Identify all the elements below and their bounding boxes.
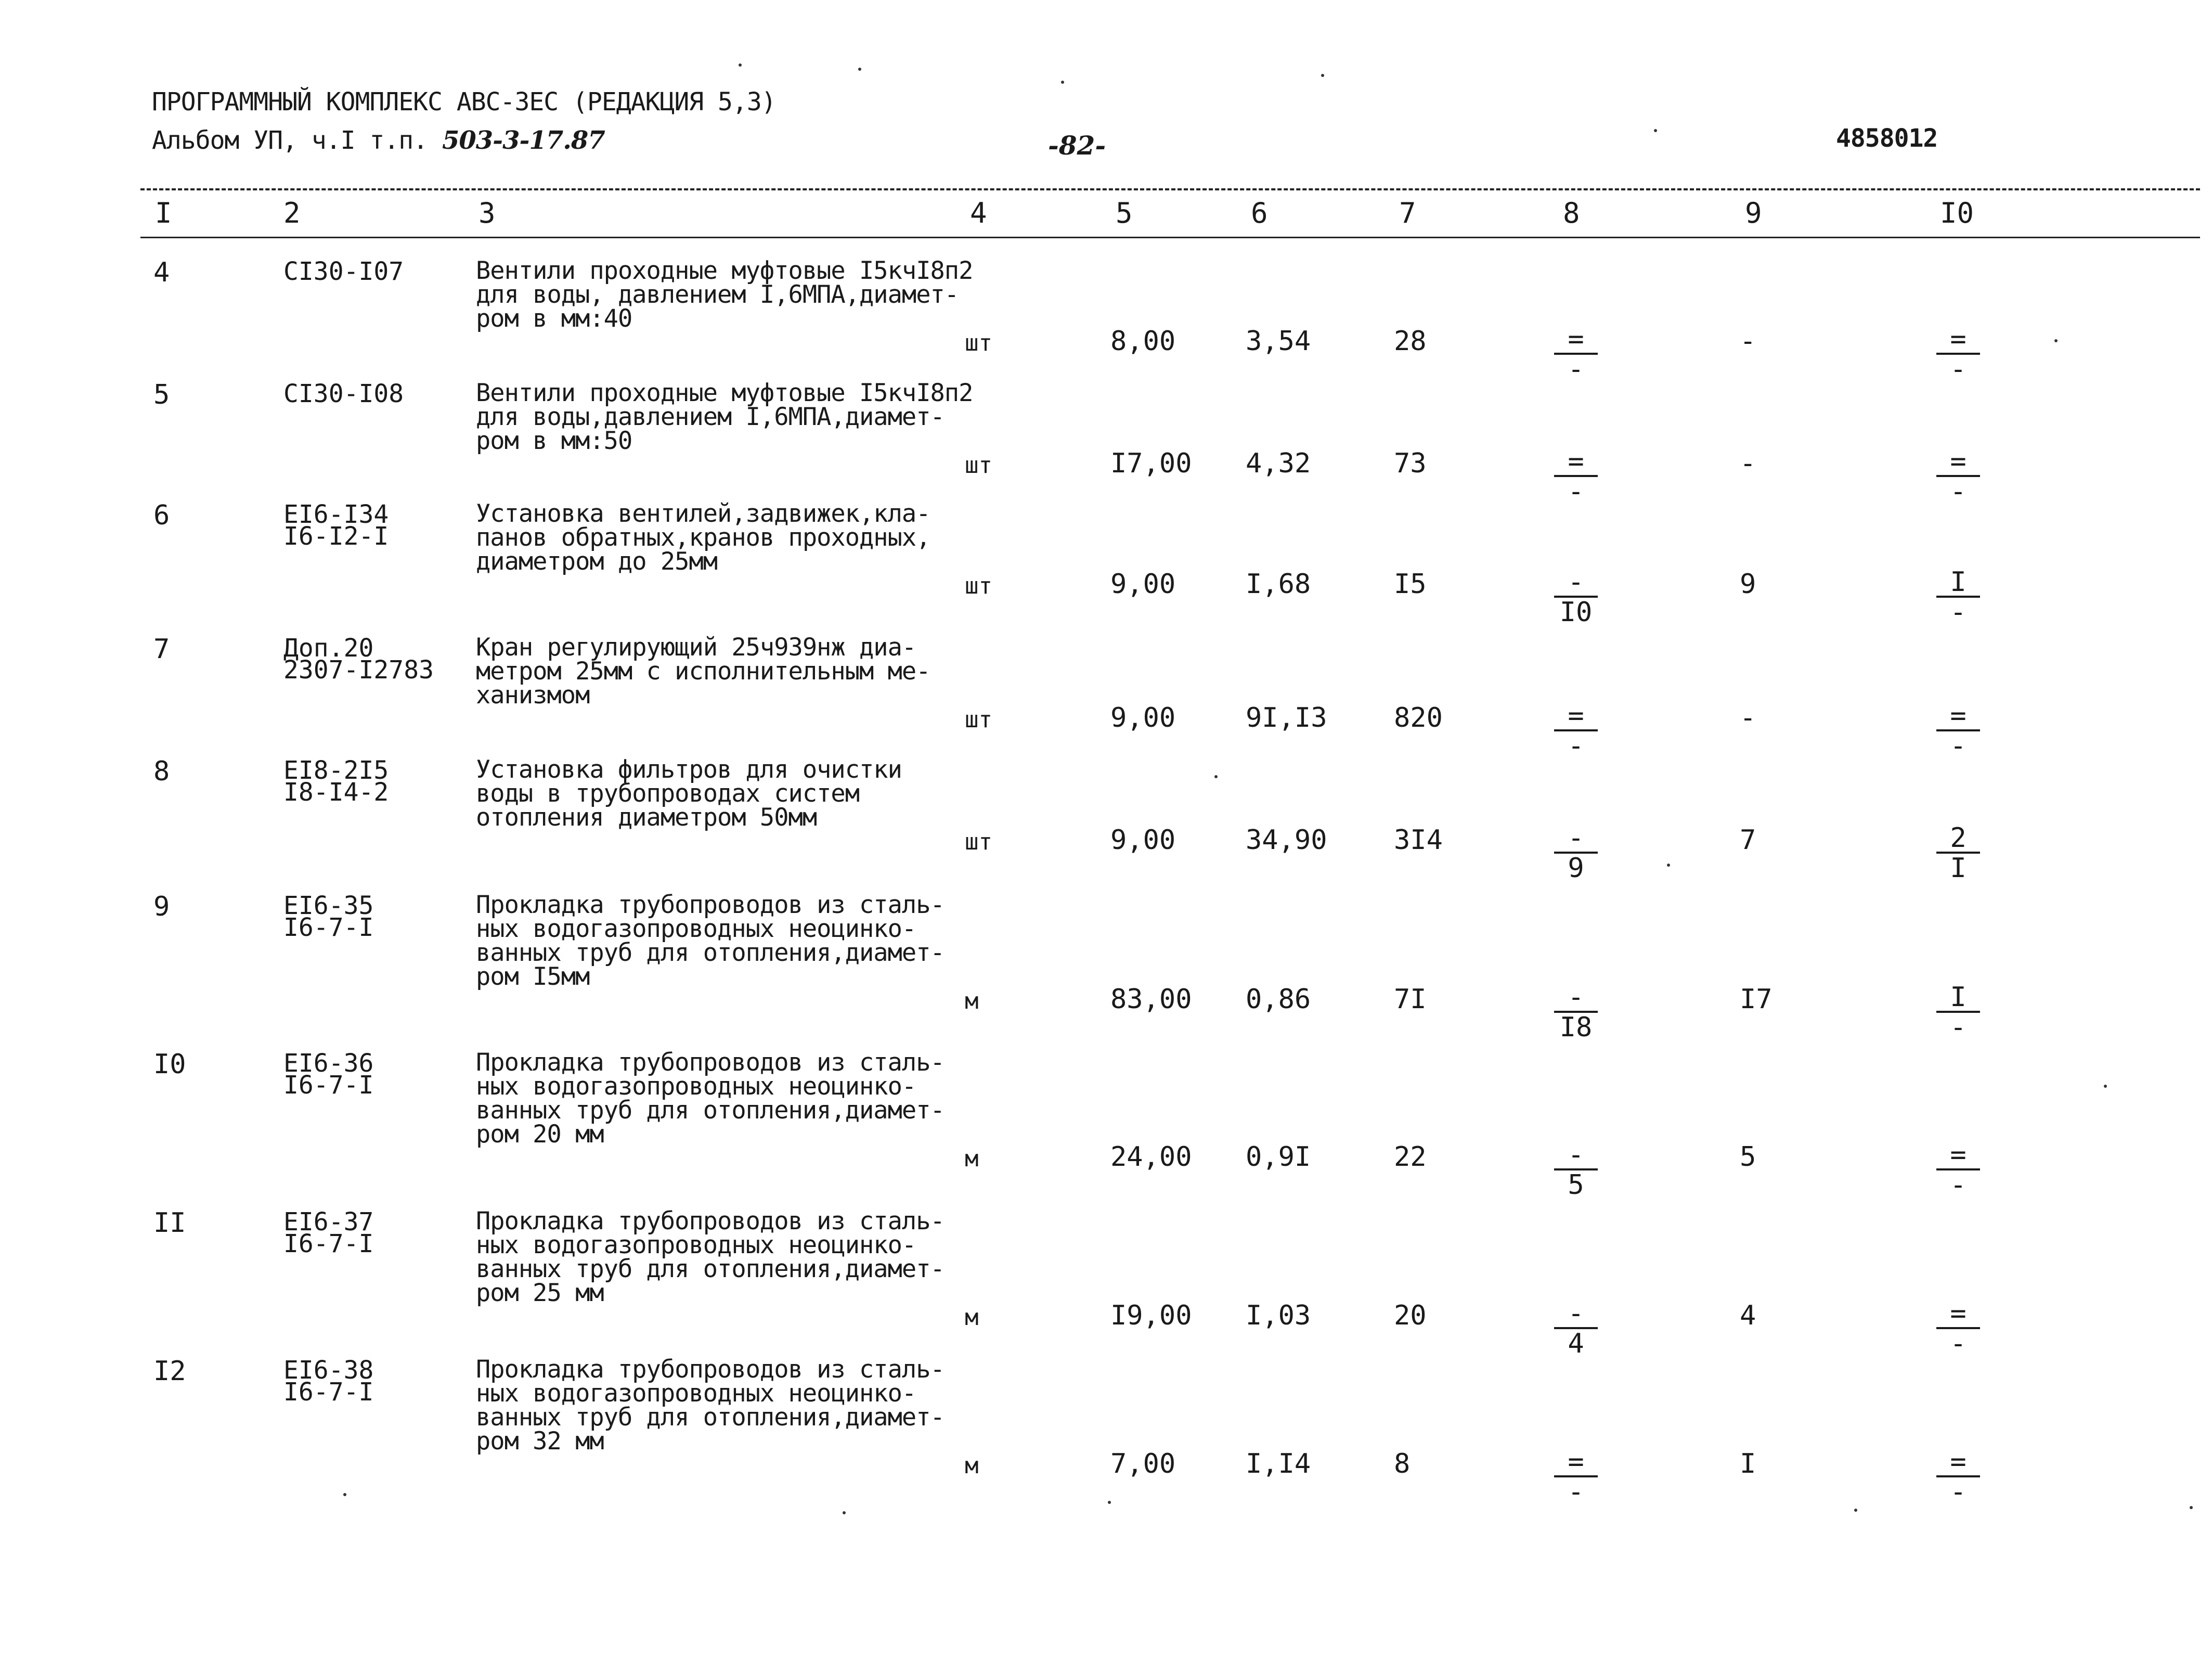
total-cost-value: 20 xyxy=(1394,1300,1427,1331)
work-description xyxy=(476,1048,945,1149)
fraction-numerator: = xyxy=(1568,446,1584,477)
unit-of-measure: шт xyxy=(965,829,992,855)
fraction-denominator: I0 xyxy=(1559,597,1593,628)
fraction-numerator: - xyxy=(1568,567,1584,598)
column-10-fraction xyxy=(1932,700,1984,762)
table-top-rule xyxy=(140,188,2200,190)
column-9-value: 4 xyxy=(1740,1300,1756,1331)
fraction-numerator: I xyxy=(1950,567,1967,598)
fraction-numerator: = xyxy=(1568,1446,1584,1477)
row-number: 6 xyxy=(153,500,170,531)
work-description xyxy=(476,381,973,453)
fraction-numerator: = xyxy=(1950,446,1967,477)
description-line: метром 25мм с исполнительным ме- xyxy=(476,657,930,686)
fraction-denominator: - xyxy=(1568,354,1584,385)
description-line: ванных труб для отопления,диамет- xyxy=(476,938,945,967)
description-line: Вентили проходные муфтовые I5кчI8п2 xyxy=(476,379,973,407)
description-line: ванных труб для отопления,диамет- xyxy=(476,1403,945,1432)
norm-code: I6-7-I xyxy=(283,1229,374,1258)
description-line: ром 25 мм xyxy=(476,1279,604,1307)
total-cost-value: 7I xyxy=(1394,984,1427,1015)
norm-code: EI6-37 xyxy=(283,1207,374,1237)
norm-code: 2307-I2783 xyxy=(283,655,434,685)
description-line: Установка фильтров для очистки xyxy=(476,755,902,784)
column-8-fraction xyxy=(1550,446,1602,507)
table-header-rule xyxy=(140,237,2200,238)
total-cost-value: 3I4 xyxy=(1394,825,1443,856)
work-description xyxy=(476,1209,945,1305)
fraction-denominator: 5 xyxy=(1568,1169,1584,1201)
unit-of-measure: шт xyxy=(965,573,992,599)
norm-code: I6-7-I xyxy=(283,1378,374,1407)
fraction-numerator: = xyxy=(1950,1139,1967,1170)
row-number: 7 xyxy=(153,634,170,665)
fraction-denominator: - xyxy=(1568,476,1584,507)
fraction-denominator: 4 xyxy=(1568,1328,1584,1359)
column-10-fraction xyxy=(1932,324,1984,385)
column-9-value: 5 xyxy=(1740,1141,1756,1173)
description-line: Прокладка трубопроводов из сталь- xyxy=(476,1355,945,1384)
description-line: ванных труб для отопления,диамет- xyxy=(476,1255,945,1283)
unit-of-measure: шт xyxy=(965,452,992,479)
total-cost-value: I5 xyxy=(1394,569,1427,600)
unit-of-measure: м xyxy=(965,988,979,1014)
column-9-value: I7 xyxy=(1740,984,1773,1015)
fraction-numerator: - xyxy=(1568,822,1584,854)
unit-price-value: 9I,I3 xyxy=(1246,702,1327,734)
description-line: ных водогазопроводных неоцинко- xyxy=(476,1379,916,1408)
description-line: для воды, давлением I,6МПА,диамет- xyxy=(476,280,959,309)
fraction-denominator: - xyxy=(1950,476,1967,507)
column-10-fraction xyxy=(1932,822,1984,884)
column-9-value: I xyxy=(1740,1448,1756,1479)
norm-code: Доп.20 xyxy=(283,634,374,663)
column-number: 3 xyxy=(478,197,496,229)
description-line: Прокладка трубопроводов из сталь- xyxy=(476,891,945,919)
unit-price-value: I,I4 xyxy=(1246,1448,1311,1479)
fraction-denominator: - xyxy=(1950,1012,1967,1043)
description-line: отопления диаметром 50мм xyxy=(476,803,817,832)
unit-of-measure: шт xyxy=(965,330,992,356)
column-number: I0 xyxy=(1940,197,1974,229)
norm-code: I6-I2-I xyxy=(283,522,389,551)
norm-code: I8-I4-2 xyxy=(283,778,389,807)
fraction-denominator: - xyxy=(1950,597,1967,628)
unit-price-value: 34,90 xyxy=(1246,825,1327,856)
column-8-fraction xyxy=(1550,700,1602,762)
description-line: Прокладка трубопроводов из сталь- xyxy=(476,1207,945,1236)
column-number: 5 xyxy=(1116,197,1133,229)
row-number: I2 xyxy=(153,1356,186,1387)
norm-code: CI30-I07 xyxy=(283,257,404,286)
fraction-denominator: I xyxy=(1950,853,1967,884)
column-9-value: - xyxy=(1740,702,1756,734)
total-cost-value: 73 xyxy=(1394,448,1427,479)
total-cost-value: 8 xyxy=(1394,1448,1411,1479)
work-description xyxy=(476,1355,945,1456)
fraction-numerator: = xyxy=(1950,324,1967,355)
fraction-numerator: = xyxy=(1568,700,1584,731)
unit-price-value: 3,54 xyxy=(1246,326,1311,357)
unit-price-value: 0,86 xyxy=(1246,984,1311,1015)
fraction-denominator: - xyxy=(1950,1169,1967,1201)
work-description xyxy=(476,499,930,576)
norm-code: EI6-35 xyxy=(283,891,374,920)
norm-code: CI30-I08 xyxy=(283,379,404,408)
album-line xyxy=(152,126,605,155)
quantity-value: 8,00 xyxy=(1110,326,1176,357)
description-line: Кран регулирующий 25ч939нж диа- xyxy=(476,633,916,662)
norm-code: I6-7-I xyxy=(283,1071,374,1100)
column-8-fraction xyxy=(1550,1446,1602,1508)
unit-price-value: I,68 xyxy=(1246,569,1311,600)
column-8-fraction xyxy=(1550,1298,1602,1359)
quantity-value: 7,00 xyxy=(1110,1448,1176,1479)
row-number: 8 xyxy=(153,756,170,787)
fraction-numerator: = xyxy=(1950,700,1967,731)
norm-code: I6-7-I xyxy=(283,913,374,942)
fraction-denominator: - xyxy=(1950,730,1967,762)
fraction-numerator: = xyxy=(1950,1298,1967,1329)
column-10-fraction xyxy=(1932,982,1984,1043)
fraction-numerator: - xyxy=(1568,982,1584,1013)
row-number: 5 xyxy=(153,379,170,410)
fraction-numerator: - xyxy=(1568,1298,1584,1329)
fraction-denominator: - xyxy=(1950,354,1967,385)
fraction-numerator: = xyxy=(1950,1446,1967,1477)
unit-price-value: I,03 xyxy=(1246,1300,1311,1331)
fraction-numerator: I xyxy=(1950,982,1967,1013)
fraction-denominator: - xyxy=(1568,730,1584,762)
fraction-numerator: = xyxy=(1568,324,1584,355)
column-number: I xyxy=(155,197,172,229)
norm-code: EI6-36 xyxy=(283,1049,374,1078)
page-number: -82- xyxy=(1048,130,1106,161)
column-10-fraction xyxy=(1932,446,1984,507)
fraction-denominator: - xyxy=(1950,1476,1967,1508)
work-description xyxy=(476,633,930,710)
description-line: ром 32 мм xyxy=(476,1427,604,1456)
description-line: ром в мм:40 xyxy=(476,304,632,333)
description-line: ром в мм:50 xyxy=(476,427,632,455)
row-number: I0 xyxy=(153,1049,186,1080)
program-title: ПРОГРАММНЫЙ КОМПЛЕКС АВС-3ЕС (РЕДАКЦИЯ 5,3) xyxy=(152,87,776,117)
album-number-handwritten: 503-3-17.87 xyxy=(442,126,605,155)
column-number: 4 xyxy=(970,197,987,229)
column-8-fraction xyxy=(1550,567,1602,628)
unit-of-measure: шт xyxy=(965,706,992,733)
fraction-numerator: 2 xyxy=(1950,822,1967,854)
column-8-fraction xyxy=(1550,982,1602,1043)
quantity-value: 9,00 xyxy=(1110,702,1176,734)
quantity-value: 9,00 xyxy=(1110,825,1176,856)
fraction-denominator: 9 xyxy=(1568,853,1584,884)
description-line: ром I5мм xyxy=(476,962,590,991)
description-line: Прокладка трубопроводов из сталь- xyxy=(476,1048,945,1077)
description-line: для воды,давлением I,6МПА,диамет- xyxy=(476,403,945,431)
norm-code: EI6-I34 xyxy=(283,500,389,529)
work-description xyxy=(476,893,945,989)
quantity-value: I7,00 xyxy=(1110,448,1192,479)
work-description xyxy=(476,256,973,333)
row-number: 4 xyxy=(153,257,170,288)
work-description xyxy=(476,755,902,832)
total-cost-value: 22 xyxy=(1394,1141,1427,1173)
column-9-value: 9 xyxy=(1740,569,1756,600)
column-10-fraction xyxy=(1932,567,1984,628)
norm-code: EI6-38 xyxy=(283,1356,374,1385)
document-code: 4858012 xyxy=(1836,124,1938,153)
column-10-fraction xyxy=(1932,1446,1984,1508)
row-number: II xyxy=(153,1207,186,1239)
column-number: 2 xyxy=(283,197,301,229)
quantity-value: 24,00 xyxy=(1110,1141,1192,1173)
column-8-fraction xyxy=(1550,324,1602,385)
unit-of-measure: м xyxy=(965,1146,979,1172)
column-9-value: 7 xyxy=(1740,825,1756,856)
total-cost-value: 820 xyxy=(1394,702,1443,734)
description-line: ром 20 мм xyxy=(476,1120,604,1149)
norm-code: EI8-2I5 xyxy=(283,756,389,785)
description-line: Установка вентилей,задвижек,кла- xyxy=(476,499,930,528)
description-line: ванных труб для отопления,диамет- xyxy=(476,1096,945,1125)
column-number: 7 xyxy=(1399,197,1416,229)
fraction-numerator: - xyxy=(1568,1139,1584,1170)
description-line: панов обратных,кранов проходных, xyxy=(476,523,930,552)
album-label: Альбом УП, ч.I т.п. xyxy=(152,126,428,155)
description-line: ных водогазопроводных неоцинко- xyxy=(476,1231,916,1259)
unit-price-value: 4,32 xyxy=(1246,448,1311,479)
column-number: 8 xyxy=(1563,197,1580,229)
quantity-value: 83,00 xyxy=(1110,984,1192,1015)
column-8-fraction xyxy=(1550,822,1602,884)
description-line: воды в трубопроводах систем xyxy=(476,779,860,808)
description-line: ханизмом xyxy=(476,681,590,710)
fraction-denominator: - xyxy=(1568,1476,1584,1508)
row-number: 9 xyxy=(153,891,170,922)
description-line: ных водогазопроводных неоцинко- xyxy=(476,915,916,943)
column-10-fraction xyxy=(1932,1139,1984,1201)
unit-price-value: 0,9I xyxy=(1246,1141,1311,1173)
description-line: ных водогазопроводных неоцинко- xyxy=(476,1072,916,1101)
fraction-denominator: - xyxy=(1950,1328,1967,1359)
description-line: Вентили проходные муфтовые I5кчI8п2 xyxy=(476,256,973,285)
column-number: 9 xyxy=(1745,197,1762,229)
column-10-fraction xyxy=(1932,1298,1984,1359)
fraction-denominator: I8 xyxy=(1559,1012,1593,1043)
description-line: диаметром до 25мм xyxy=(476,547,718,576)
column-number: 6 xyxy=(1251,197,1268,229)
column-9-value: - xyxy=(1740,448,1756,479)
unit-of-measure: м xyxy=(965,1452,979,1479)
total-cost-value: 28 xyxy=(1394,326,1427,357)
unit-of-measure: м xyxy=(965,1304,979,1331)
quantity-value: I9,00 xyxy=(1110,1300,1192,1331)
column-9-value: - xyxy=(1740,326,1756,357)
column-8-fraction xyxy=(1550,1139,1602,1201)
quantity-value: 9,00 xyxy=(1110,569,1176,600)
